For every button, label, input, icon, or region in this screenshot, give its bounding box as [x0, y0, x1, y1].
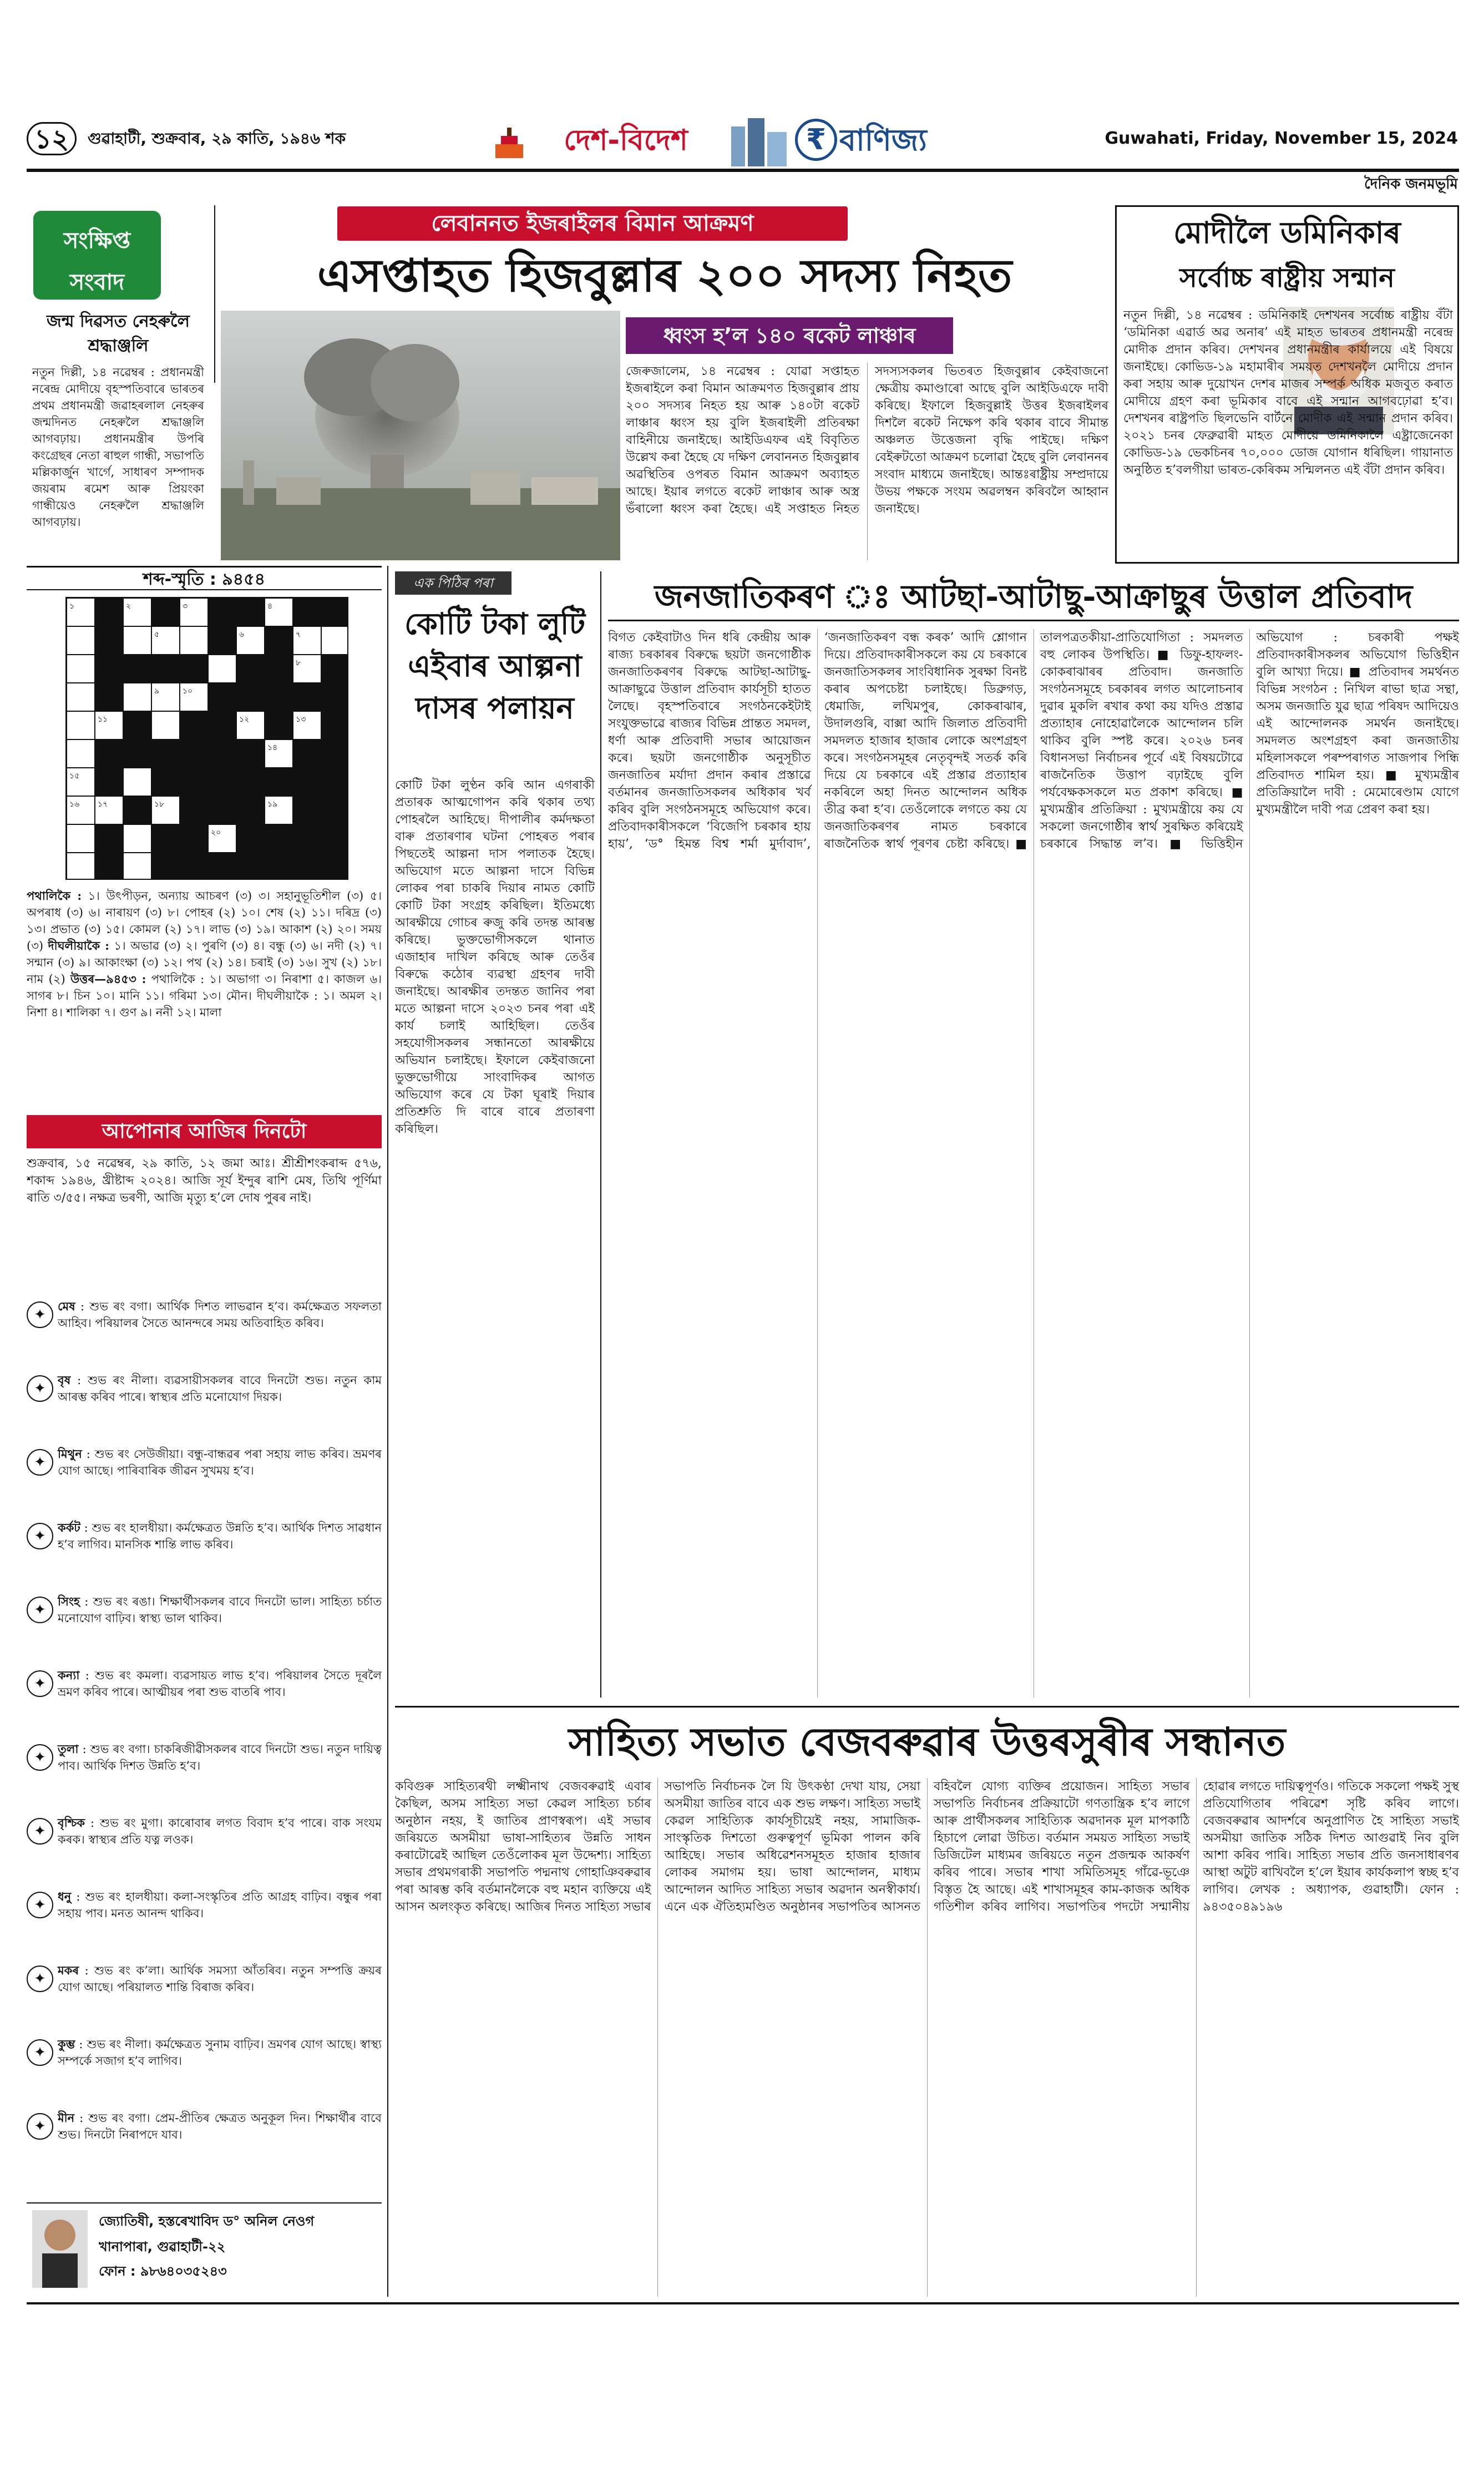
- crossword-cell[interactable]: [180, 683, 208, 711]
- zodiac-name: কন্যা: [58, 1668, 80, 1682]
- crossword-number: ১৩: [296, 715, 306, 724]
- crossword-cell[interactable]: [123, 824, 151, 853]
- crossword-block: [208, 626, 236, 655]
- brief-news: [27, 205, 210, 549]
- crossword-block: [293, 853, 321, 880]
- modi-story: [1115, 205, 1459, 564]
- down-clues: ১। অভাৱ (৩) ২। পুৰণি (৩) ৪। বন্ধু (৩) ৬। নদী (২) ৭। সন্মান (৩) ৯। আকাংক্ষা (৩) ১২। পথ (২) ১৪। চৰাই (৩) ১৬। সুখ (২) ১৮। নাম (২): [27, 939, 382, 986]
- crossword-block: [95, 853, 123, 880]
- astrologer-box: [27, 2202, 382, 2297]
- crossword-cell[interactable]: [123, 683, 151, 711]
- answers: পথালিকৈ : ১। অভাগা ৩। নিৰাশা ৫। কাজল ৬। সাগৰ ৮। চিন ১০। মানি ১১। গৰিমা ১৩। মৌন। দীঘলীয়াকৈ : ১। অমল ২। নিশা ৪। শালিকা ৭। গুণ ৯। ননী ১২। মালা: [27, 972, 382, 1019]
- crossword-block: [151, 824, 180, 853]
- crossword-cell[interactable]: [151, 796, 180, 824]
- crossword-number: ৫: [154, 630, 160, 639]
- crossword-cell[interactable]: [123, 768, 151, 796]
- modi-body: নতুন দিল্লী, ১৪ নৱেম্বৰ : ডমিনিকাই দেশখনৰ সৰ্বোচ্চ ৰাষ্ট্ৰীয় বঁটা ‘ডমিনিকা এৱাৰ্ড অৱ অনাৰ’ এই মাহত ভাৰতৰ প্ৰধানমন্ত্ৰী নৰেন্দ্ৰ মোদীক প্ৰদান কৰিব। দেশখনৰ প্ৰধানমন্ত্ৰীৰ কাৰ্যালয়ে এই বিষয়ে জনাইছে। কোভিড-১৯ মহামাৰীৰ সময়ত দেশখনলৈ মোদীয়ে প্ৰদান কৰা সহায় আৰু দুয়োখন দেশৰ মাজৰ সম্পৰ্ক অধিক মজবুত কৰাত মোদীয়ে গ্ৰহণ কৰা ভূমিকাৰ বাবে এই সন্মান আগবঢ়োৱা হ’ব। দেশখনৰ ৰাষ্ট্ৰপতি ছিলভেনি বাৰ্টনে মোদীক এই সন্মান প্ৰদান কৰিব। ২০২১ চনৰ ফেব্ৰুৱাৰী মাহত মোদীয়ে ডমিনিকালৈ এষ্ট্ৰাজেনেকা কোভিড-১৯ ভেকচিনৰ ৭০,০০০ ডোজ যোগান ধৰিছিল। গায়ানাত অনুষ্ঠিত হ’বলগীয়া ভাৰত-কেৰিকম সন্মিলনত এই বঁটা প্ৰদান কৰিব।: [1123, 308, 1453, 477]
- crossword-cell[interactable]: [151, 711, 180, 739]
- crossword-block: [95, 739, 123, 768]
- brief-body: নতুন দিল্লী, ১৪ নৱেম্বৰ : প্ৰধানমন্ত্ৰী নৰেন্দ্ৰ মোদীয়ে বৃহস্পতিবাৰে ভাৰতৰ প্ৰথম প্ৰধানমন্ত্ৰী জৱাহৰলাল নেহৰুৰ জন্মদিনত নেহৰুলৈ শ্ৰদ্ধাঞ্জলি আগবঢ়ায়। প্ৰধানমন্ত্ৰীৰ উপৰি কংগ্ৰেছৰ নেতা ৰাহুল গান্ধী, সভাপতি মল্লিকাৰ্জুন খাৰ্গে, সাধাৰণ সম্পাদক জয়ৰাম ৰমেশ আৰু প্ৰিয়ংকা গান্ধীয়েও নেহৰুলৈ শ্ৰদ্ধাঞ্জলি আগবঢ়ায়।: [32, 366, 204, 529]
- crossword-number: ১০: [183, 687, 193, 696]
- building-icon: [726, 115, 792, 166]
- crossword-block: [321, 824, 348, 853]
- crossword-cell[interactable]: [123, 626, 151, 655]
- crossword-block: [208, 598, 236, 626]
- zodiac-name: তুলা: [58, 1742, 79, 1756]
- sahitya-headline: সাহিত্য সভাত বেজবৰুৱাৰ উত্তৰসুৰীৰ সন্ধানত: [568, 1719, 1286, 1765]
- crossword-number: ১৯: [267, 800, 278, 809]
- crossword-number: ৩: [183, 602, 188, 611]
- badge-line-2: সংবাদ: [69, 270, 125, 295]
- horoscope-title: আপোনাৰ আজিৰ দিনটো: [27, 1115, 382, 1148]
- zodiac-text: শুভ ৰং হালধীয়া। কৰ্মক্ষেত্ৰত উন্নতি হ’ব। আৰ্থিক দিশত সাৱধান হ’ব লাগিব। মানসিক শান্তি লাভ কৰিব।: [58, 1521, 382, 1551]
- crossword-cell[interactable]: [208, 824, 236, 853]
- zodiac-icon: ✦: [27, 1966, 53, 1992]
- crossword-cell[interactable]: [67, 626, 95, 655]
- crossword-block: [321, 853, 348, 880]
- crossword-cell[interactable]: [95, 796, 123, 824]
- zodiac-icon: ✦: [27, 1375, 53, 1402]
- horoscope-entry: ✦ কৰ্কট : শুভ ৰং হালধীয়া। কৰ্মক্ষেত্ৰত উন্নতি হ’ব। আৰ্থিক দিশত সাৱধান হ’ব লাগিব। মানসিক শান্তি লাভ কৰিব।: [27, 1519, 382, 1590]
- crossword-cell[interactable]: [151, 683, 180, 711]
- crossword-block: [180, 824, 208, 853]
- astrologer-address: খানাপাৰা, গুৱাহাটী-২২: [99, 2239, 226, 2255]
- zodiac-name: বৃশ্চিক: [58, 1816, 85, 1830]
- zodiac-text: শুভ ৰং ক’লা। আৰ্থিক সমস্যা আঁতৰিব। নতুন সম্পত্তি ক্ৰয়ৰ যোগ আছে। পৰিয়ালত শান্তি বিৰাজ কৰিব।: [58, 1964, 382, 1994]
- crossword-block: [95, 824, 123, 853]
- koti-body: কোটি টকা লুণ্ঠন কৰি আন এগৰাকী প্ৰতাৰক আত্মগোপন কৰি থকাৰ তথ্য পোহৰলৈ আহিছে। দীপালীৰ কৰ্মদক্ষতা বাৰু প্ৰতাৰণাৰ ঘটনা পোহৰত পৰাৰ পিছতেই আল্পনা দাস পলাতক হৈছে। অভিযোগ মতে আল্পনা দাসে বিভিন্ন লোকৰ পৰা চাকৰি দিয়াৰ নামত কোটি কোটি টকা সংগ্ৰহ কৰিছিল। ইতিমধ্যে আৰক্ষীয়ে গোচৰ ৰুজু কৰি তদন্ত আৰম্ভ কৰিছে। ভুক্তভোগীসকলে থানাত এজাহাৰ দাখিল কৰিছে আৰু তেওঁৰ বিৰুদ্ধে কঠোৰ ব্যৱস্থা গ্ৰহণৰ দাবী জনাইছে। আৰক্ষীৰ তদন্তত জানিব পৰা মতে আল্পনা দাসে ২০২৩ চনৰ পৰা এই কাৰ্য চলাই আহিছিল। তেওঁৰ সহযোগীসকলৰ সন্ধানতো আৰক্ষীয়ে অভিযান চলাইছে। ইফালে কেইবাজনো ভুক্তভোগীয়ে সাংবাদিকৰ আগত অভিযোগ কৰে যে টকা ঘূৰাই দিয়াৰ প্ৰতিশ্ৰুতি দি বাৰে বাৰে প্ৰতাৰণা কৰিছিল।: [395, 778, 595, 1136]
- horoscope-entry: ✦ মেষ : শুভ ৰং বগা। আৰ্থিক দিশত লাভৱান হ’ব। কৰ্মক্ষেত্ৰত সফলতা আহিব। পৰিয়ালৰ সৈতে আনন্দৰে সময় অতিবাহিত কৰিব।: [27, 1298, 382, 1369]
- crossword-block: [293, 683, 321, 711]
- sahitya-body: কবিগুৰু সাহিত্যৰথী লক্ষ্মীনাথ বেজবৰুৱাই এবাৰ কৈছিল, অসম সাহিত্য সভা কেৱল সাহিত্য চৰ্চাৰ অনুষ্ঠান নহয়, ই জাতিৰ প্ৰাণস্বৰূপ। এই সভাৰ জৰিয়তে অসমীয়া ভাষা-সাহিত্যৰ উন্নতি সাধন কৰাটোৱেই আছিল তেওঁলোকৰ মূল উদ্দেশ্য। সাহিত্য সভাৰ প্ৰথমগৰাকী সভাপতি পদ্মনাথ গোহাঞিবৰুৱাৰ পৰা আৰম্ভ কৰি বৰ্তমানলৈকে বহু মহান ব্যক্তিয়ে এই আসন অলংকৃত কৰিছে। আজিৰ দিনত সাহিত্য সভাৰ সভাপতি নিৰ্বাচনক লৈ যি উৎকণ্ঠা দেখা যায়, সেয়া অসমীয়া জাতিৰ বাবে এক শুভ লক্ষণ। সাহিত্য সভাই কেৱল সাহিত্যিক কাৰ্যসূচীয়েই নহয়, সামাজিক-সাংস্কৃতিক দিশতো গুৰুত্বপূৰ্ণ ভূমিকা পালন কৰি আহিছে। সভাৰ অধিৱেশনসমূহত হাজাৰ হাজাৰ লোকৰ সমাগম হয়। ভাষা আন্দোলন, মাধ্যম আন্দোলন আদিত সাহিত্য সভাৰ অৱদান অনস্বীকাৰ্য। এনে এক ঐতিহ্যমণ্ডিত অনুষ্ঠানৰ সভাপতিৰ আসনত বহিবলৈ যোগ্য ব্যক্তিৰ প্ৰয়োজন। সাহিত্য সভাৰ সভাপতি নিৰ্বাচনৰ প্ৰক্ৰিয়াটো গণতান্ত্ৰিক হ’ব লাগে আৰু প্ৰাৰ্থীসকলৰ সাহিত্যিক অৱদানক মূল মাপকাঠি হিচাপে লোৱা উচিত। বৰ্তমান সময়ত সাহিত্য সভাই ডিজিটেল মাধ্যমৰ জৰিয়তে নতুন প্ৰজন্মক আকৰ্ষণ কৰিব পাৰে। সভাৰ শাখা সমিতিসমূহ গাঁৱে-ভূঞে বিস্তৃত হৈ আছে। এই শাখাসমূহৰ কাম-কাজক অধিক গতিশীল কৰিব লাগিব। সভাপতিৰ পদটো সন্মানীয় হোৱাৰ লগতে দায়িত্বপূৰ্ণও। গতিকে সকলো পক্ষই সুস্থ প্ৰতিযোগিতাৰ পৰিৱেশ সৃষ্টি কৰিব লাগে। বেজবৰুৱাৰ আদৰ্শৰে অনুপ্ৰাণিত হৈ সাহিত্য সভাই অসমীয়া জাতিক সঠিক দিশত আগুৱাই নিব বুলি আশা কৰিব পাৰি। সাহিত্য সভাৰ প্ৰতি জনসাধাৰণৰ আস্থা অটুট ৰাখিবলৈ হ’লে ইয়াৰ কাৰ্যকলাপ স্বচ্ছ হ’ব লাগিব। লেখক : অধ্যাপক, গুৱাহাটী। ফোন : ৯৪৩৫০৪৯১৯৬: [395, 1780, 1459, 1914]
- zodiac-name: মিথুন: [58, 1447, 82, 1461]
- crossword-block: [293, 739, 321, 768]
- crossword-block: [293, 824, 321, 853]
- zodiac-icon: ✦: [27, 2039, 53, 2066]
- crossword-block: [321, 796, 348, 824]
- across-label: পথালিকৈ :: [27, 889, 82, 903]
- crossword-number: ৭: [296, 630, 301, 639]
- koti-kicker: এক পিঠিৰ পৰা: [395, 571, 511, 595]
- crossword-cell[interactable]: [265, 739, 293, 768]
- dateline-assamese: গুৱাহাটী, শুক্ৰবাৰ, ২৯ কাতি, ১৯৪৬ শক: [88, 129, 346, 148]
- tribal-body: বিগত কেইবাটাও দিন ধৰি কেন্দ্ৰীয় আৰু ৰাজ্য চৰকাৰৰ বিৰুদ্ধে ছয়টা জনগোষ্ঠীক জনজাতিকৰণৰ বিৰুদ্ধে আটছা-আটাছু-আক্ৰাছুৱে উত্তাল প্ৰতিবাদ কাৰ্যসূচী হাতত লৈছে। বৃহস্পতিবাৰে সংগঠনকেইটাই সংযুক্তভাৱে ৰাজ্যৰ বিভিন্ন প্ৰান্তত সমদল, ধৰ্ণা আৰু প্ৰতিবাদী সভাৰ আয়োজন কৰে। ছয়টা জনগোষ্ঠীক অনুসূচীত জনজাতিৰ মৰ্যাদা প্ৰদান কৰাৰ প্ৰস্তাৱে বৰ্তমানৰ জনজাতিসকলৰ অধিকাৰ খৰ্ব কৰিব বুলি সংগঠনসমূহে অভিযোগ কৰে। প্ৰতিবাদকাৰীসকলে ‘বিজেপি চৰকাৰ হায় হায়’, ‘ড° হিমন্ত বিশ্ব শৰ্মা মুৰ্দাবাদ’, ‘জনজাতিকৰণ বন্ধ কৰক’ আদি শ্লোগান দিয়ে। প্ৰতিবাদকাৰীসকলে কয় যে চৰকাৰে জনজাতিসকলৰ সাংবিধানিক সুৰক্ষা বিনষ্ট কৰাৰ অপচেষ্টা চলাইছে। ডিব্ৰুগড়, ধেমাজি, লখিমপুৰ, কোকৰাঝাৰ, উদালগুৰি, বাক্সা আদি জিলাত প্ৰতিবাদী সমদলত হাজাৰ হাজাৰ লোকে অংশগ্ৰহণ কৰে। সংগঠনসমূহৰ নেতৃবৃন্দই সতৰ্ক কৰি দিয়ে যে চৰকাৰে এই প্ৰস্তাৱ প্ৰত্যাহাৰ নকৰিলে অহা দিনত আন্দোলন অধিক তীব্ৰ কৰা হ’ব। তেওঁলোকে লগতে কয় যে জনজাতিকৰণৰ নামত চৰকাৰে ৰাজনৈতিক স্বাৰ্থ পূৰণৰ চেষ্টা কৰিছে। ■ তালপত্ৰতকীয়া-প্ৰাতিযোগিতা : সমদলত বহু লোকৰ উপস্থিতি। ■ ডিফু-হাফলং-কোকৰাঝাৰৰ প্ৰতিবাদ। জনজাতি সংগঠনসমূহে চৰকাৰৰ লগত আলোচনাৰ দুৱাৰ মুকলি ৰখাৰ কথা কয় যদিও প্ৰস্তাৱ প্ৰত্যাহাৰ নোহোৱালৈকে আন্দোলন চলি থাকিব বুলি স্পষ্ট কৰে। ২০২৬ চনৰ বিধানসভা নিৰ্বাচনৰ পূৰ্বে এই বিষয়টোৱে ৰাজনৈতিক উত্তাপ বঢ়াইছে বুলি পৰ্যবেক্ষকসকলে মত প্ৰকাশ কৰিছে। ■ মুখ্যমন্ত্ৰীৰ প্ৰতিক্ৰিয়া : মুখ্যমন্ত্ৰীয়ে কয় যে সকলো জনগোষ্ঠীৰ স্বাৰ্থ সুৰক্ষিত কৰিয়েই চৰকাৰে সিদ্ধান্ত ল’ব। ■ ভিত্তিহীন অভিযোগ : চৰকাৰী পক্ষই প্ৰতিবাদকাৰীসকলৰ অভিযোগ ভিত্তিহীন বুলি আখ্যা দিয়ে। ■ প্ৰতিবাদৰ সমৰ্থনত বিভিন্ন সংগঠন : নিখিল ৰাভা ছাত্ৰ সন্থা, অসম জনজাতি যুৱ ছাত্ৰ পৰিষদ আদিয়েও এই আন্দোলনক সমৰ্থন জনাইছে। সমদলত অংশগ্ৰহণ কৰা জনজাতীয় মহিলাসকলে পৰম্পৰাগত সাজপাৰ পিন্ধি প্ৰতিবাদত শামিল হয়। ■ মুখ্যমন্ত্ৰীৰ প্ৰতিক্ৰিয়ালৈ দাবী : মেমোৰেণ্ডাম যোগে মুখ্যমন্ত্ৰীলৈ দাবী পত্ৰ প্ৰেৰণ কৰা হয়।: [608, 631, 1459, 851]
- crossword-block: [123, 711, 151, 739]
- modi-headline-2: সৰ্বোচ্চ ৰাষ্ট্ৰীয় সন্মান: [1179, 262, 1395, 293]
- dateline-english: Guwahati, Friday, November 15, 2024: [1105, 129, 1458, 148]
- crossword-block: [321, 655, 348, 683]
- sahitya-story: [395, 1711, 1459, 2297]
- crossword-number: ১৬: [69, 800, 80, 809]
- horoscope-entry: ✦ মিথুন : শুভ ৰং সেউজীয়া। বন্ধু-বান্ধৱৰ পৰা সহায় লাভ কৰিব। ভ্ৰমণৰ যোগ আছে। পাৰিবাৰিক জীৱন সুখময় হ’ব।: [27, 1446, 382, 1517]
- crossword-cell[interactable]: [180, 598, 208, 626]
- crossword-block: [95, 768, 123, 796]
- crossword-cell[interactable]: [67, 796, 95, 824]
- crossword-block: [265, 768, 293, 796]
- crossword-block: [180, 853, 208, 880]
- crossword-block: [180, 711, 208, 739]
- crossword-block: [180, 655, 208, 683]
- zodiac-icon: ✦: [27, 1670, 53, 1697]
- crossword-block: [236, 739, 265, 768]
- crossword-cell[interactable]: [123, 853, 151, 880]
- crossword-block: [236, 683, 265, 711]
- crossword-block: [265, 626, 293, 655]
- tribal-headline: জনজাতিকৰণ ঃ আটছা-আটাছু-আক্ৰাছুৰ উত্তাল প্ৰতিবাদ: [608, 571, 1459, 621]
- lead-story: [221, 205, 1108, 560]
- zodiac-name: কুম্ভ: [58, 2037, 75, 2051]
- horoscope-entry: ✦ মীন : শুভ ৰং বগা। প্ৰেম-প্ৰীতিৰ ক্ষেত্ৰত অনুকূল দিন। শিক্ষাৰ্থীৰ বাবে শুভ। দিনটো নিৰাপদে যাব।: [27, 2110, 382, 2181]
- crossword-block: [236, 796, 265, 824]
- crossword-block: [151, 598, 180, 626]
- crossword-cell[interactable]: [123, 598, 151, 626]
- crossword-cell[interactable]: [67, 655, 95, 683]
- crossword-block: [95, 598, 123, 626]
- across-clues: ১। উৎপীড়ন, অন্যায় আচৰণ (৩) ৩। সহানুভূতিশীল (৩) ৫। অপৰাধ (৩) ৬। নাৰায়ণ (৩) ৮। পোহৰ (২) ১০। শেষ (২) ১১। দৰিদ্ৰ (৩) ১৩। প্ৰভাত (৩) ১৫। কোমল (২) ১৭। লাভ (৩) ১৯। আকাশ (২) ২০। সময় (৩): [27, 889, 382, 953]
- crossword-block: [293, 768, 321, 796]
- crossword-block: [321, 598, 348, 626]
- crossword-grid[interactable]: [65, 597, 348, 880]
- horoscope-entry: ✦ ধনু : শুভ ৰং হালধীয়া। কলা-সংস্কৃতিৰ প্ৰতি আগ্ৰহ বাঢ়িব। বন্ধুৰ পৰা সহায় পাব। মনত আনন্দ থাকিব।: [27, 1888, 382, 1959]
- astrologer-phone: ফোন : ৯৮৬৪০৩৫২৪৩: [99, 2263, 227, 2279]
- zodiac-icon: ✦: [27, 1523, 53, 1549]
- crossword-block: [236, 768, 265, 796]
- horoscope-entry: ✦ মকৰ : শুভ ৰং ক’লা। আৰ্থিক সমস্যা আঁতৰিব। নতুন সম্পত্তি ক্ৰয়ৰ যোগ আছে। পৰিয়ালত শান্তি বিৰাজ কৰিব।: [27, 1962, 382, 2033]
- crossword-cell[interactable]: [265, 796, 293, 824]
- crossword-block: [265, 711, 293, 739]
- crossword-block: [321, 739, 348, 768]
- crossword-cell[interactable]: [293, 655, 321, 683]
- crossword-number: ১৮: [154, 800, 165, 809]
- crossword-block: [208, 683, 236, 711]
- crossword-block: [265, 655, 293, 683]
- zodiac-text: শুভ ৰং হালধীয়া। কলা-সংস্কৃতিৰ প্ৰতি আগ্ৰহ বাঢ়িব। বন্ধুৰ পৰা সহায় পাব। মনত আনন্দ থাকিব।: [58, 1890, 382, 1920]
- crossword-block: [321, 768, 348, 796]
- crossword-cell[interactable]: [265, 598, 293, 626]
- tribal-story: [608, 571, 1459, 1698]
- crossword-number: ১১: [98, 715, 108, 724]
- crossword-cell[interactable]: [236, 626, 265, 655]
- section-title-left: দেশ-বিদেশ: [564, 124, 688, 157]
- crossword-cell[interactable]: [321, 626, 348, 655]
- crossword-clues: [27, 888, 382, 1110]
- parliament-icon: [493, 122, 526, 161]
- crossword-block: [208, 768, 236, 796]
- koti-headline: কোটি টকা লুটি এইবাৰ আল্পনা দাসৰ পলায়ন: [404, 606, 585, 726]
- astrologer-photo: [32, 2210, 88, 2288]
- crossword-cell[interactable]: [67, 739, 95, 768]
- crossword-block: [265, 853, 293, 880]
- zodiac-text: শুভ ৰং মুগা। কাৰোবাৰ লগত বিবাদ হ’ব পাৰে। বাক সংযম কৰক। স্বাস্থ্যৰ প্ৰতি যত্ন লওক।: [58, 1816, 382, 1846]
- zodiac-text: শুভ ৰং বগা। প্ৰেম-প্ৰীতিৰ ক্ষেত্ৰত অনুকূল দিন। শিক্ষাৰ্থীৰ বাবে শুভ। দিনটো নিৰাপদে যাব।: [58, 2111, 382, 2141]
- section-banner: [493, 115, 1003, 166]
- zodiac-icon: ✦: [27, 1449, 53, 1476]
- crossword-cell[interactable]: [67, 824, 95, 853]
- lead-body: জেৰুজালেম, ১৪ নৱেম্বৰ : যোৱা সপ্তাহত ইজৰাইলে কৰা বিমান আক্ৰমণত হিজবুল্লাৰ প্ৰায় ২০০ সদস্যৰ নিহত হয় আৰু ১৪০টা ৰকেট লাঞ্চাৰ ধ্বংস হয় বুলি ইজৰাইলী প্ৰতিৰক্ষা বাহিনীয়ে জনাইছে। আইডিএফৰ এই বিবৃতিত উল্লেখ কৰা হৈছে যে দক্ষিণ লেবাননত হিজবুল্লাৰ অৱস্থিতিৰ ওপৰত বিমান আক্ৰমণ অব্যাহত আছে। ইয়াৰ লগতে ৰকেট লাঞ্চাৰ আৰু অস্ত্ৰ ভঁৰালো ধ্বংস কৰা হৈছে। এই সপ্তাহত নিহত সদস্যসকলৰ ভিতৰত হিজবুল্লাৰ কেইবাজনো ক্ষেত্ৰীয় কমাণ্ডাৰো আছে বুলি আইডিএফে দাবী কৰিছে। ইফালে হিজবুল্লাই উত্তৰ ইজৰাইলৰ দিশলৈ ৰকেট নিক্ষেপ কৰি থকাৰ বাবে সীমান্ত অঞ্চলত উত্তেজনা বৃদ্ধি পাইছে। দক্ষিণ বেইৰুটতো আক্ৰমণ চলোৱা হৈছে বুলি লেবাননৰ সংবাদ মাধ্যমে জনাইছে। আন্তঃৰাষ্ট্ৰীয় সম্প্ৰদায়ে উভয় পক্ষকে সংযম অৱলম্বন কৰিবলৈ আহ্বান জনাইছে।: [626, 364, 1108, 516]
- zodiac-name: মীন: [58, 2111, 75, 2125]
- zodiac-icon: ✦: [27, 1744, 53, 1771]
- crossword-cell[interactable]: [67, 711, 95, 739]
- crossword-number: ৬: [239, 630, 245, 639]
- zodiac-name: বৃষ: [58, 1373, 71, 1387]
- zodiac-name: কৰ্কট: [58, 1521, 80, 1534]
- zodiac-text: শুভ ৰং কমলা। ব্যৱসায়ত লাভ হ’ব। পৰিয়ালৰ সৈতে দূৰলৈ ভ্ৰমণ কৰিব পাৰে। আত্মীয়ৰ পৰা শুভ বাতৰি পাব।: [58, 1669, 382, 1699]
- zodiac-text: শুভ ৰং নীলা। ব্যৱসায়ীসকলৰ বাবে দিনটো শুভ। নতুন কাম আৰম্ভ কৰিব পাৰে। স্বাস্থ্যৰ প্ৰতি মনোযোগ দিয়ক।: [58, 1374, 382, 1404]
- section-title-right: বাণিজ্য: [839, 123, 927, 158]
- crossword-block: [293, 796, 321, 824]
- crossword-cell[interactable]: [293, 626, 321, 655]
- crossword-block: [151, 768, 180, 796]
- crossword-cell[interactable]: [151, 626, 180, 655]
- crossword-block: [151, 655, 180, 683]
- horoscope-list: [27, 1298, 382, 2186]
- crossword-cell[interactable]: [208, 655, 236, 683]
- crossword-block: [236, 824, 265, 853]
- crossword-block: [95, 683, 123, 711]
- zodiac-icon: ✦: [27, 2113, 53, 2140]
- horoscope-entry: ✦ তুলা : শুভ ৰং বগা। চাকৰিজীৱীসকলৰ বাবে দিনটো শুভ। নতুন দায়িত্ব পাব। আৰ্থিক দিশত উন্নতি হ’ব।: [27, 1741, 382, 1812]
- down-label: দীঘলীয়াকৈ :: [48, 939, 110, 953]
- crossword-number: ১৪: [267, 743, 278, 752]
- zodiac-icon: ✦: [27, 1301, 53, 1328]
- crossword-number: ১২: [239, 715, 250, 724]
- crossword-block: [265, 683, 293, 711]
- crossword-cell[interactable]: [236, 711, 265, 739]
- crossword-cell[interactable]: [67, 768, 95, 796]
- astrologer-name: জ্যোতিষী, হস্তৰেখাবিদ ড° অনিল নেওগ: [99, 2213, 315, 2229]
- answers-label: উত্তৰ—৯৪৫৩ :: [70, 972, 146, 986]
- crossword-block: [236, 598, 265, 626]
- brief-news-badge: [33, 211, 161, 300]
- crossword-block: [151, 739, 180, 768]
- crossword-block: [265, 824, 293, 853]
- crossword-block: [95, 655, 123, 683]
- horoscope-entry: ✦ কন্যা : শুভ ৰং কমলা। ব্যৱসায়ত লাভ হ’ব। পৰিয়ালৰ সৈতে দূৰলৈ ভ্ৰমণ কৰিব পাৰে। আত্মীয়ৰ পৰা শুভ বাতৰি পাব।: [27, 1667, 382, 1738]
- lead-kicker: লেবাননত ইজৰাইলৰ বিমান আক্ৰমণ: [337, 206, 848, 241]
- crossword-cell[interactable]: [180, 626, 208, 655]
- zodiac-name: মকৰ: [58, 1963, 79, 1977]
- horoscope-entry: ✦ বৃশ্চিক : শুভ ৰং মুগা। কাৰোবাৰ লগত বিবাদ হ’ব পাৰে। বাক সংযম কৰক। স্বাস্থ্যৰ প্ৰতি যত্ন লওক।: [27, 1815, 382, 1886]
- crossword: [27, 566, 382, 1110]
- crossword-block: [123, 655, 151, 683]
- horoscope-entry: ✦ সিংহ : শুভ ৰং ৰঙা। শিক্ষাৰ্থীসকলৰ বাবে দিনটো ভাল। সাহিত্য চৰ্চাত মনোযোগ বাঢ়িব। স্বাস্থ্য ভাল থাকিব।: [27, 1593, 382, 1664]
- crossword-block: [95, 626, 123, 655]
- horoscope-entry: ✦ বৃষ : শুভ ৰং নীলা। ব্যৱসায়ীসকলৰ বাবে দিনটো শুভ। নতুন কাম আৰম্ভ কৰিব পাৰে। স্বাস্থ্যৰ প্ৰতি মনোযোগ দিয়ক।: [27, 1372, 382, 1443]
- horoscope-entry: ✦ কুম্ভ : শুভ ৰং নীলা। কৰ্মক্ষেত্ৰত সুনাম বাঢ়িব। ভ্ৰমণৰ যোগ আছে। স্বাস্থ্য সম্পৰ্কে সজাগ হ’ব লাগিব।: [27, 2036, 382, 2107]
- zodiac-icon: ✦: [27, 1818, 53, 1845]
- crossword-block: [208, 739, 236, 768]
- crossword-block: [321, 711, 348, 739]
- crossword-block: [321, 683, 348, 711]
- zodiac-text: শুভ ৰং সেউজীয়া। বন্ধু-বান্ধৱৰ পৰা সহায় লাভ কৰিব। ভ্ৰমণৰ যোগ আছে। পাৰিবাৰিক জীৱন সুখময় হ’ব।: [58, 1447, 382, 1477]
- brief-headline: জন্ম দিৱসত নেহৰুলৈ শ্ৰদ্ধাঞ্জলি: [46, 312, 190, 356]
- crossword-cell[interactable]: [95, 711, 123, 739]
- koti-story: [395, 571, 595, 1698]
- crossword-block: [180, 739, 208, 768]
- crossword-title: শব্দ-স্মৃতি : ৯৪৫৪: [27, 566, 382, 590]
- crossword-block: [180, 768, 208, 796]
- crossword-number: ২০: [211, 828, 221, 837]
- crossword-number: ১: [69, 602, 75, 611]
- crossword-block: [208, 796, 236, 824]
- zodiac-icon: ✦: [27, 1892, 53, 1918]
- badge-line-1: সংক্ষিপ্ত: [63, 228, 131, 254]
- crossword-block: [123, 796, 151, 824]
- zodiac-name: সিংহ: [58, 1594, 80, 1608]
- crossword-cell[interactable]: [293, 711, 321, 739]
- horoscope-intro: শুক্ৰবাৰ, ১৫ নৱেম্বৰ, ২৯ কাতি, ১২ জমা আঃ। শ্ৰীশ্ৰীশংকৰাব্দ ৫৭৬, শকাব্দ ১৯৪৬, খ্ৰীষ্টাব্দ ২০২৪। আজি সূৰ্য ইন্দুৰ ৰাশি মেষ, তিথি পূৰ্ণিমা ৰাতি ৩/৫৫। নক্ষত্ৰ ভৰণী, আজি মৃত্যু হ’লে দোষ পুৰৰ নাই।: [27, 1157, 382, 1205]
- zodiac-text: শুভ ৰং ৰঙা। শিক্ষাৰ্থীসকলৰ বাবে দিনটো ভাল। সাহিত্য চৰ্চাত মনোযোগ বাঢ়িব। স্বাস্থ্য ভাল থাকিব।: [58, 1595, 382, 1625]
- lead-headline: এসপ্তাহত হিজবুল্লাৰ ২০০ সদস্য নিহত: [317, 249, 1012, 302]
- zodiac-text: শুভ ৰং নীলা। কৰ্মক্ষেত্ৰত সুনাম বাঢ়িব। ভ্ৰমণৰ যোগ আছে। স্বাস্থ্য সম্পৰ্কে সজাগ হ’ব লাগিব।: [58, 2038, 382, 2068]
- crossword-block: [208, 711, 236, 739]
- crossword-number: ৮: [296, 658, 301, 667]
- page-number: ১২: [27, 122, 77, 155]
- crossword-block: [123, 739, 151, 768]
- horoscope: [27, 1115, 382, 2297]
- zodiac-name: মেষ: [58, 1299, 75, 1313]
- crossword-number: ২: [126, 602, 131, 611]
- crossword-block: [151, 853, 180, 880]
- crossword-cell[interactable]: [67, 598, 95, 626]
- crossword-number: ১৫: [69, 772, 80, 781]
- crossword-block: [293, 598, 321, 626]
- zodiac-text: শুভ ৰং বগা। চাকৰিজীৱীসকলৰ বাবে দিনটো শুভ। নতুন দায়িত্ব পাব। আৰ্থিক দিশত উন্নতি হ’ব।: [58, 1742, 382, 1772]
- zodiac-icon: ✦: [27, 1597, 53, 1623]
- lead-subhead: ধ্বংস হ’ল ১৪০ ৰকেট লাঞ্চাৰ: [626, 317, 953, 354]
- crossword-cell[interactable]: [67, 853, 95, 880]
- zodiac-text: শুভ ৰং বগা। আৰ্থিক দিশত লাভৱান হ’ব। কৰ্মক্ষেত্ৰত সফলতা আহিব। পৰিয়ালৰ সৈতে আনন্দৰে সময় অতিবাহিত কৰিব।: [58, 1300, 382, 1330]
- lead-photo: [221, 311, 620, 560]
- paper-name: দৈনিক জনমভূমি: [1364, 176, 1458, 193]
- crossword-block: [236, 853, 265, 880]
- crossword-block: [236, 655, 265, 683]
- modi-headline-1: মোদীলৈ ডমিনিকাৰ: [1173, 215, 1401, 250]
- zodiac-name: ধনু: [58, 1889, 72, 1903]
- crossword-block: [180, 796, 208, 824]
- crossword-number: ৯: [154, 687, 160, 696]
- crossword-block: [208, 853, 236, 880]
- crossword-cell[interactable]: [67, 683, 95, 711]
- rupee-icon: ₹: [795, 119, 837, 161]
- masthead: [27, 115, 1459, 199]
- crossword-number: ৪: [267, 602, 273, 611]
- crossword-number: ১৭: [98, 800, 108, 809]
